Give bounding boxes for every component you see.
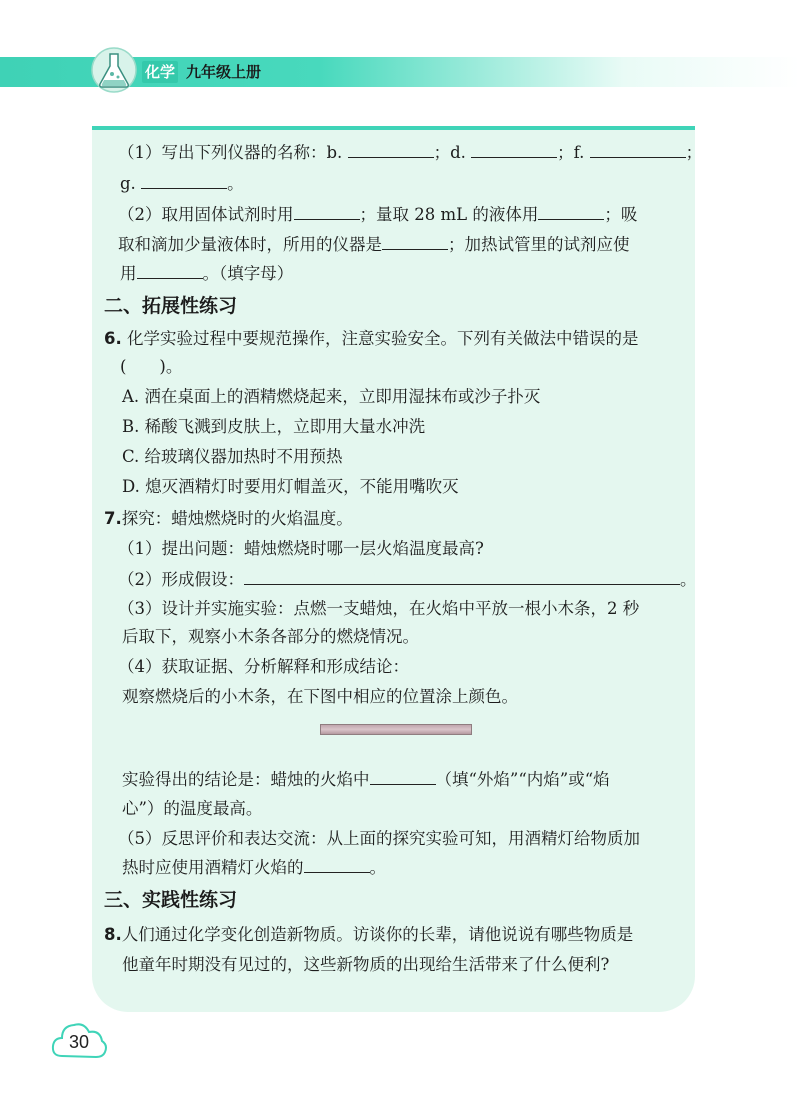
flask-logo-icon (90, 44, 142, 96)
text: 热时应使用酒精灯火焰的 (122, 858, 304, 877)
text: ；f. (557, 143, 585, 162)
text: （1）写出下列仪器的名称：b. (118, 143, 343, 162)
q7-4b: 观察燃烧后的小木条，在下图中相应的位置涂上颜色。 (122, 687, 518, 706)
question-number: 6. (104, 329, 122, 348)
page-number: 30 (68, 1032, 90, 1052)
q7-4a: （4）获取证据、分析解释和形成结论： (118, 657, 409, 676)
wood-stick-figure[interactable] (320, 724, 472, 735)
text: 取和滴加少量液体时，所用的仪器是 (118, 235, 382, 254)
q6-option-b: B. 稀酸飞溅到皮肤上，立即用大量水冲洗 (122, 417, 426, 436)
text: 用 (120, 264, 137, 283)
q6-line1 (104, 326, 639, 352)
q7-conclusion-2: 心”）的温度最高。 (122, 799, 263, 818)
q6-option-a: A. 洒在桌面上的酒精燃烧起来，立即用湿抹布或沙子扑灭 (122, 387, 541, 406)
text: 。 (369, 858, 386, 877)
text: ； (685, 143, 703, 162)
q5-1-line2 (120, 170, 244, 197)
q7-1: （1）提出问题：蜡烛燃烧时哪一层火焰温度最高? (118, 539, 484, 558)
answer-blank[interactable] (304, 854, 370, 873)
answer-blank[interactable] (538, 201, 604, 220)
q7-conclusion-1 (122, 766, 610, 793)
text: （2）形成假设： (118, 570, 244, 589)
q5-2-line1 (118, 201, 637, 228)
text: 。（填字母） (202, 264, 294, 283)
q5-2-line3 (120, 260, 293, 287)
answer-blank[interactable] (370, 766, 436, 785)
text: ；吸 (604, 205, 638, 224)
question-number: 7. (104, 509, 122, 528)
text: g. (120, 174, 136, 193)
answer-blank[interactable] (141, 170, 227, 189)
answer-blank[interactable] (137, 260, 203, 279)
text: （2）取用固体试剂时用 (118, 205, 294, 224)
q7-3a: （3）设计并实施实验：点燃一支蜡烛，在火焰中平放一根小木条，2 秒 (118, 599, 640, 618)
question-number: 8. (104, 925, 122, 944)
book-title: 九年级上册 (186, 63, 262, 81)
q6-paren: ( )。 (120, 357, 183, 376)
text: 。 (680, 570, 697, 589)
q7-5b (122, 854, 386, 881)
q8-line2: 他童年时期没有见过的，这些新物质的出现给生活带来了什么便利? (122, 955, 610, 974)
answer-blank[interactable] (471, 139, 557, 158)
answer-blank[interactable] (294, 201, 360, 220)
subject-label: 化学 (142, 61, 178, 83)
q7-2 (118, 566, 697, 593)
answer-blank[interactable] (590, 139, 686, 158)
q6-option-c: C. 给玻璃仪器加热时不用预热 (122, 447, 343, 466)
answer-blank[interactable] (382, 231, 448, 250)
q5-2-line2 (118, 231, 630, 258)
text: 人们通过化学变化创造新物质。访谈你的长辈，请他说说有哪些物质是 (121, 925, 634, 944)
text: 探究：蜡烛燃烧时的火焰温度。 (121, 509, 353, 528)
text: （填“外焰”“内焰”或“焰 (435, 770, 610, 789)
section-heading: 二、拓展性练习 (104, 295, 238, 317)
text: 实验得出的结论是：蜡烛的火焰中 (122, 770, 370, 789)
q7-3b: 后取下，观察小木条各部分的燃烧情况。 (122, 627, 419, 646)
text: ；量取 28 mL 的液体用 (359, 205, 539, 224)
text: ；加热试管里的试剂应使 (448, 235, 630, 254)
q6-option-d: D. 熄灭酒精灯时要用灯帽盖灭，不能用嘴吹灭 (122, 477, 459, 496)
section-heading: 三、实践性练习 (104, 889, 238, 911)
q8-line1 (104, 922, 633, 948)
q5-1-line1 (118, 139, 702, 166)
q7-line1 (104, 506, 353, 532)
answer-blank[interactable] (348, 139, 434, 158)
text: 。 (227, 174, 244, 193)
q7-5a: （5）反思评价和表达交流：从上面的探究实验可知，用酒精灯给物质加 (118, 829, 640, 848)
text: 化学实验过程中要规范操作，注意实验安全。下列有关做法中错误的是 (127, 329, 639, 348)
text: ；d. (433, 143, 466, 162)
answer-blank[interactable] (244, 566, 680, 585)
